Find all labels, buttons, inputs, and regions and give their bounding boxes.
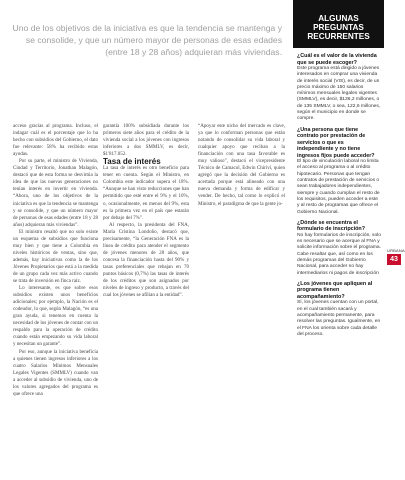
section-heading: Tasa de interés <box>103 157 161 167</box>
paragraph: La tasa de interés es otro beneficio para tener en cuenta. Según el Ministro, en Colombia este indicador supera el 18%. “Aunque se han visto reducciones que han permitido que esté entre el 9% y el 10%, o, ocasionalmente, en menos del 9%, esta es la primera vez en el país que estarán por debajo del 7%”. <box>103 165 189 221</box>
paragraph: acceso gracias al programa. Incluso, el indagar cuál es el porcentaje que lo ha hecho con subsidios del Gobierno, el dato fue relevante: 58% ha recibido estas ayudas. <box>13 123 98 158</box>
faq-answer: Este programa está dirigido a jóvenes interesados en comprar una vivienda de interés social (VIS), es decir, de un precio máximo de 150 salarios mínimos mensuales legales vigentes (SMMLV), es decir, $136,2 millones, o de 135 SMMLV, o sea, 122,6 millones, según el municipio en donde se compre. <box>297 66 381 122</box>
faq-question: ¿Los jóvenes que apliquen al programa tienen acompañamiento? <box>297 280 373 300</box>
paragraph: garantía 100% subsidiada durante los primeros siete años para el crédito de la vivienda social a los jóvenes con ingresos inferiores a dos SMMLV, es decir, $1'817.052. <box>103 123 189 158</box>
sidebar-title-line: RECURRENTES <box>307 32 370 41</box>
faq-question: ¿Una persona que tiene contrato por prestación de servicios o que es independiente y no tiene ingresos fijos puede acceder? <box>297 126 375 159</box>
section-label: URBANA <box>387 248 405 253</box>
faq-sidebar <box>293 0 384 480</box>
faq-answer: Sí, los jóvenes cuentan con un portal, en el cual también sacará y acompañamiento permanente, para resolver las preguntas. Igualmente, en el FNA los orienta sobre cada detalle del proceso. <box>297 300 381 337</box>
sidebar-body <box>293 48 384 338</box>
faq-question: ¿Cuál es el valor de la vivienda que se puede escoger? <box>297 53 377 66</box>
paragraph: Por su parte, el ministro de Vivienda, Ciudad y Territorio, Jonathan Malagón, destacó que de esta forma se desvirtúa la idea de que las nuevas generaciones no tenían interés en invertir en vivienda. “Ahora, uno de los objetivos de la iniciativa es que la tendencia se mantenga y se consolide, y que un número mayor de personas de esas edades (entre 18 y 28 años) adquieran más viviendas”. <box>13 158 98 228</box>
article-column-1 <box>13 123 98 398</box>
article-column-3 <box>198 123 285 208</box>
sidebar-title-line: PREGUNTAS <box>313 23 364 32</box>
paragraph: Al respecto, la presidenta del FNA, María Cristina Londoño, destacó que, precisamente, “la Generación FNA es la línea de crédito para atender el segmento de jóvenes menores de 28 años, que concesa la financiación hasta del 90% y tasas preferenciales que rebajan en 70 puntos básicos (0,7%) las tasas de interés de los créditos que son asignados por niveles de ingreso y producto, a través del cual los jóvenes se afilian a la entidad”. <box>103 221 189 299</box>
faq-answer: El tipo de vinculación laboral no limita el acceso al programa o al crédito hipotecario. Personas que tengan contratos de prestación de servicios o sean trabajadores independientes, siempre y cuando cumplan el resto de los requisitos, pueden acceder a este y al resto de programas que ofrece el Gobierno Nacional. <box>297 159 380 215</box>
paragraph: El ministro resaltó que no solo existe un esquema de subsidios que funciona muy bien y que tiene a Colombia en niveles históricos de ventas, sino que, además, hay iniciativas como la de los Jóvenes Propietarios que está a la medida de un grupo cada vez más activo cuando se trata de inversión en finca raíz. <box>13 228 98 285</box>
faq-answer: No hay formularios de inscripción, solo es necesario que se acerque al FNA y solicite información sobre el programa. Cabe resaltar que, así como en los demás programas del Gobierno Nacional, para acceder no hay intermediarios ni pagos de inscripción <box>297 232 381 276</box>
faq-question: ¿Dónde se encuentra el formulario de inscripción? <box>297 219 365 233</box>
page-number: 43 <box>387 254 401 265</box>
pull-quote: Uno de los objetivos de la iniciativa es que la tendencia se mantenga y se consolide, y que un número mayor de personas de esas edades (entre 18 y 28 años) adquieran más viviendas. <box>12 23 282 57</box>
sidebar-title <box>293 0 384 48</box>
paragraph: “Apoyar este nicho del mercado es clave, ya que lo conforman personas que están notando de consolidar su vida laboral y cualquier apoyo que reciban a la financiación con una tasa favorable es muy valioso”, destacó el vicepresidente Técnico de Camacol, Edwin Chiriví, quien agregó que la decisión del Gobierno es acertada porque está alineado con una nueva demanda y forma de edificar y vender. De hecho, tal como lo explicó el Ministro, el paradigma de que la gente jo- <box>198 123 285 207</box>
paragraph: Por eso, aunque la iniciativa beneficia a quienes tienen ingresos inferiores a los cuatro Salarios Mínimos Mensuales Legales Vigentes (SMMLV) cuando van a acceder al subsidio de vivienda, uno de los valores agregados del programa es que ofrece una <box>13 348 98 397</box>
section-tab <box>387 248 405 265</box>
article-column-2 <box>103 123 189 299</box>
sidebar-title-line: ALGUNAS <box>318 14 359 23</box>
paragraph: Lo interesante, es que sobre esos subsidios existen unos beneficios adicionales; por ejemplo, la Nación es el codeudor, lo que, según Malagón, “es una gran ayuda, si tenemos en cuenta la necesidad de los jóvenes de contar con un respaldo para la operación de crédito cuando están empezando su vida laboral y necesitan un garante”. <box>13 285 98 348</box>
